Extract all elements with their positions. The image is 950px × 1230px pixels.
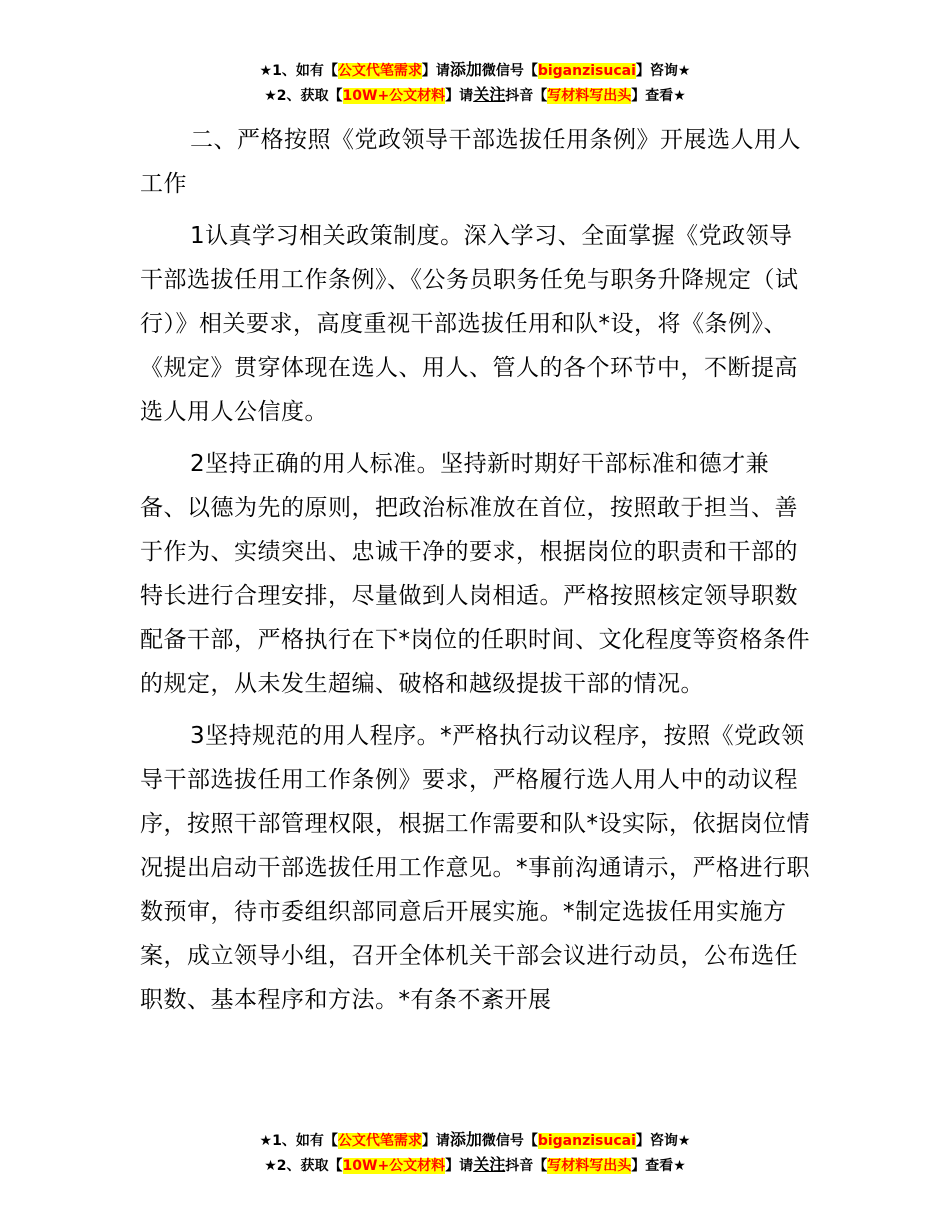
banner-highlight: 公文代笔需求 [337, 63, 422, 79]
banner-text: ★1、如有【 [259, 63, 338, 79]
section-heading: 二、严格按照《党政领导干部选拔任用条例》开展选人用人工作 [140, 127, 801, 197]
banner-line-1 [0, 58, 950, 83]
banner-text: 抖音【 [505, 88, 548, 104]
banner-highlight: 写材料写出头 [547, 1158, 632, 1174]
banner-text: 】查看★ [631, 1158, 686, 1174]
banner-highlight: 公文代笔需求 [337, 1133, 422, 1149]
banner-text: 】请 [421, 1133, 450, 1149]
banner-text: ★2、获取【 [264, 1158, 343, 1174]
banner-text: 抖音【 [505, 1158, 548, 1174]
banner-text: 微信号【 [481, 63, 538, 79]
banner-text: 】查看★ [631, 88, 686, 104]
paragraph-1: 1认真学习相关政策制度。深入学习、全面掌握《党政领导干部选拔任用工作条例》、《公务员职务任免与职务升降规定（试行）》相关要求，高度重视干部选拔任用和队*设，将《条例》、《规定》贯穿体现在选人、用人、管人的各个环节中，不断提高选人用人公信度。 [140, 223, 799, 425]
paragraph-3: 3坚持规范的用人程序。*严格执行动议程序，按照《党政领导干部选拔任用工作条例》要求，严格履行选人用人中的动议程序，按照干部管理权限，根据工作需要和队*设实际，依据岗位情况提出启动干部选拔任用工作意见。*事前沟通请示，严格进行职数预审，待市委组织部同意后开展实施。*制定选拔任用实施方案，成立领导小组，召开全体机关干部会议进行动员，公布选任职数、基本程序和方法。*有条不紊开展 [140, 723, 810, 1013]
document-body [140, 118, 812, 1022]
banner-text: ★2、获取【 [264, 88, 343, 104]
banner-text: ★1、如有【 [259, 1133, 338, 1149]
banner-text: 】咨询★ [635, 63, 691, 79]
header-banner [0, 58, 950, 108]
banner-line-1 [0, 1128, 950, 1153]
banner-text: 关注 [473, 85, 506, 104]
banner-highlight: 写材料写出头 [547, 88, 632, 104]
banner-text: 添加 [449, 1130, 482, 1149]
banner-text: 关注 [473, 1155, 506, 1174]
footer-banner [0, 1128, 950, 1178]
banner-line-2 [0, 83, 950, 108]
paragraph-2: 2坚持正确的用人标准。坚持新时期好干部标准和德才兼备、以德为先的原则，把政治标准放在首位，按照敢于担当、善于作为、实绩突出、忠诚干净的要求，根据岗位的职责和干部的特长进行合理安排，尽量做到人岗相适。严格按照核定领导职数配备干部，严格执行在下*岗位的任职时间、文化程度等资格条件的规定，从未发生超编、破格和越级提拔干部的情况。 [140, 451, 810, 697]
banner-highlight: 10W+公文材料 [342, 1158, 446, 1174]
banner-text: 】请 [445, 88, 474, 104]
banner-line-2 [0, 1153, 950, 1178]
banner-text: 添加 [449, 60, 482, 79]
banner-text: 】咨询★ [635, 1133, 691, 1149]
banner-wechat-id: biganzisucai [537, 63, 636, 79]
banner-text: 微信号【 [481, 1133, 538, 1149]
banner-highlight: 10W+公文材料 [342, 88, 446, 104]
banner-text: 】请 [421, 63, 450, 79]
banner-wechat-id: biganzisucai [537, 1133, 636, 1149]
banner-text: 】请 [445, 1158, 474, 1174]
